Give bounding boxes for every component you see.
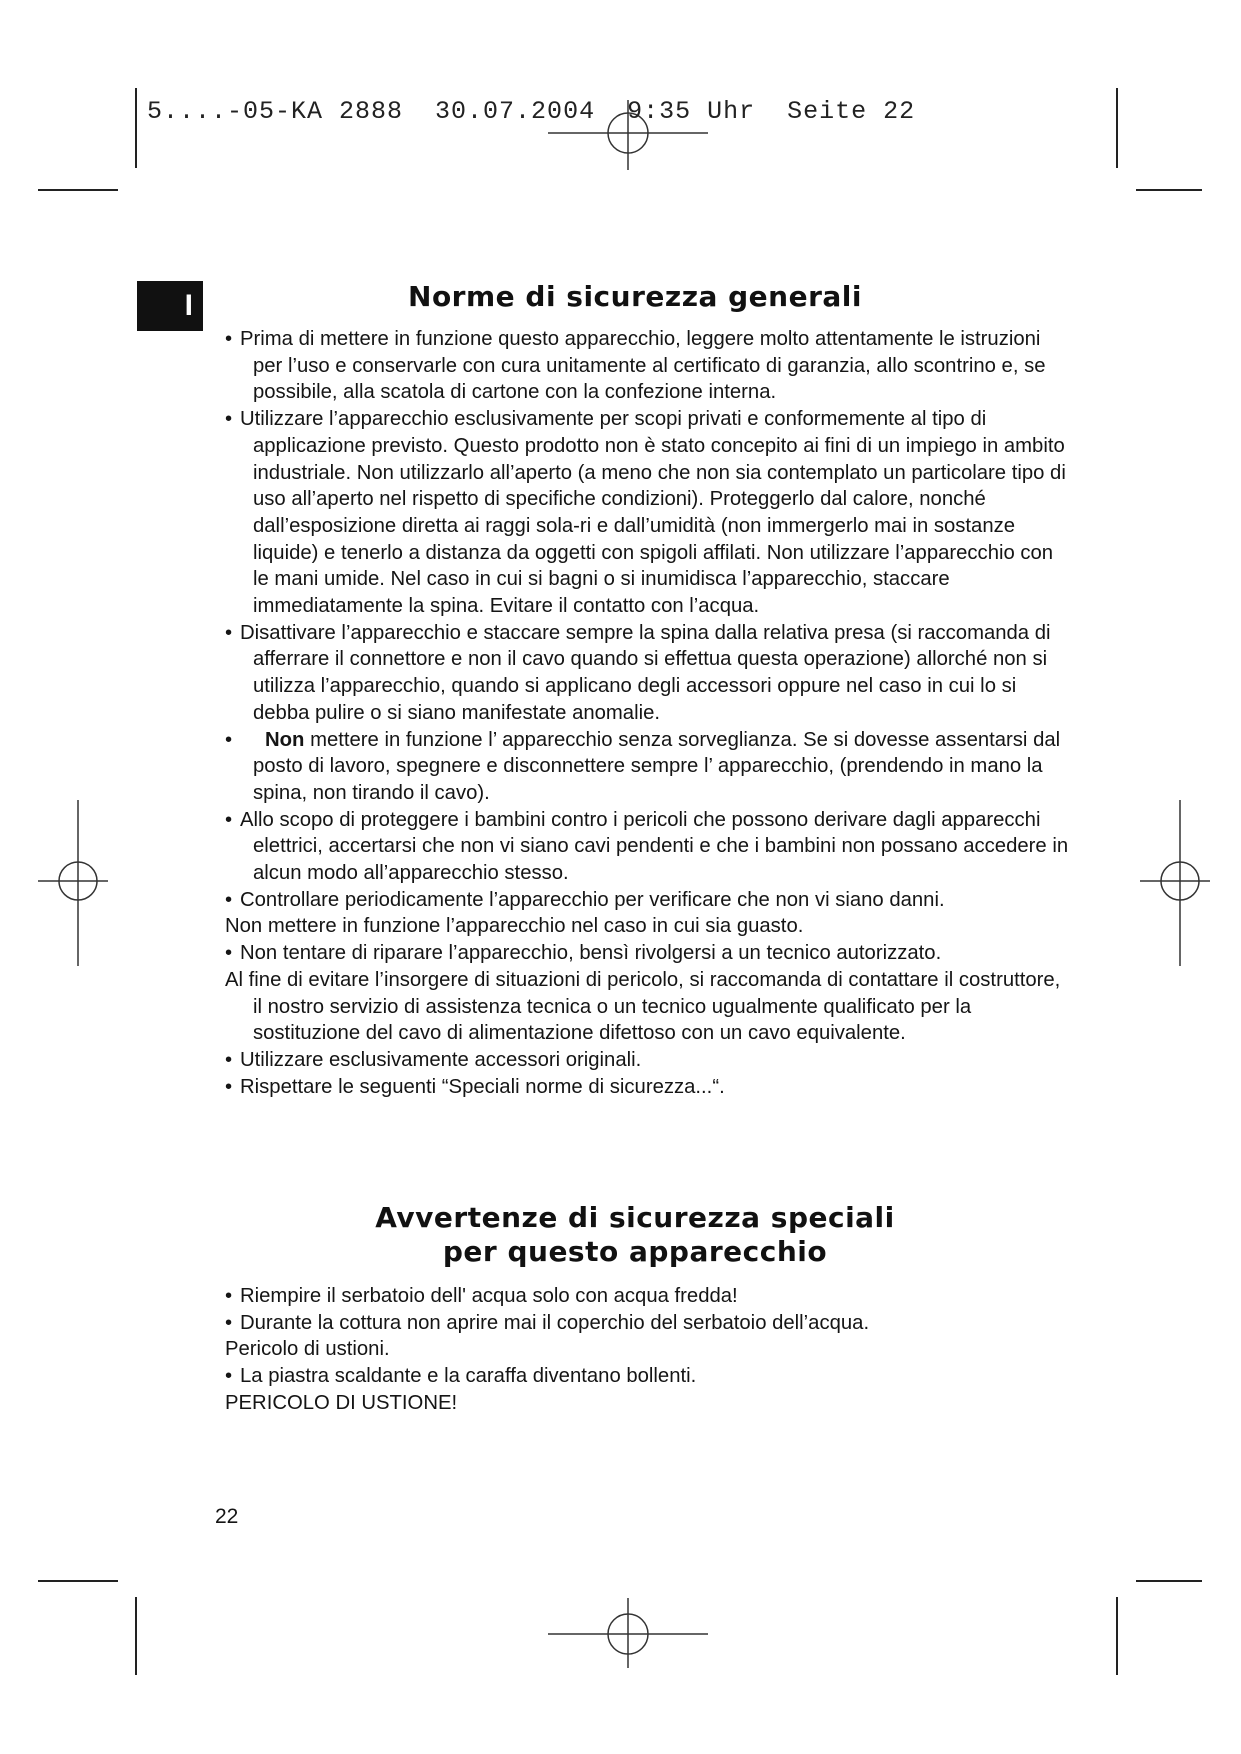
bullet: • [225,1048,233,1071]
registration-mark-left [38,800,108,966]
bullet: • [225,328,233,350]
section-title-general-safety: Norme di sicurezza generali [408,280,862,313]
bullet: • [225,728,233,751]
section-title-special-warnings [220,1201,1050,1269]
crop-mark [1136,1580,1202,1582]
list-item [213,727,1073,807]
print-slug: 5....-05-KA 2888 30.07.2004 9:35 Uhr Seite 22 [147,97,916,126]
bullet: • [225,1365,233,1388]
bullet: • [225,1311,233,1334]
list-item [213,1047,1073,1074]
language-tab-label: I [184,289,193,322]
registration-mark-bottom [548,1598,708,1668]
list-item-text-continued: PERICOLO DI USTIONE! [225,1391,458,1414]
list-item [213,1283,1073,1310]
list-item-text: mettere in funzione l’ apparecchio senza sorveglianza. Se si dovesse assentarsi dal posto di lavoro, spegnere e disconnettere sempre l’ apparecchio, (prendendo in mano la spina, non tirando il cavo). [253,728,1061,804]
section-title-line: Avvertenze di sicurezza speciali [375,1201,895,1234]
registration-mark-right [1140,800,1210,966]
special-warnings-list [213,1283,1073,1417]
crop-mark [38,189,118,191]
list-item-text: Durante la cottura non aprire mai il coperchio del serbatoio dell’acqua. [240,1311,870,1334]
list-item [213,1363,1073,1416]
list-item [213,406,1073,620]
crop-mark [1116,88,1118,168]
list-item [213,1310,1073,1363]
list-item [213,620,1073,727]
list-item-text: Controllare periodicamente l’apparecchio per verificare che non vi siano danni. [240,888,945,911]
bullet: • [225,1285,233,1307]
bullet: • [225,408,233,431]
list-item-text-continued: Al fine di evitare l’insorgere di situazioni di pericolo, si raccomanda di contattare il costruttore, il nostro servizio di assistenza tecnica o un tecnico ugualmente qualificato per la sostituzione del cavo di alimentazione difettoso con un cavo equivalente. [225,968,1061,1045]
bullet: • [225,942,233,965]
list-item-text: Riempire il serbatoio dell' acqua solo con acqua fredda! [240,1285,738,1307]
list-item-text: Rispettare le seguenti “Speciali norme di sicurezza...“. [240,1075,725,1098]
list-item-text-continued: Pericolo di ustioni. [225,1338,390,1361]
language-tab [137,281,203,331]
list-item-text: Utilizzare l’apparecchio esclusivamente per scopi privati e conformemente al tipo di applicazione previsto. Questo prodotto non è stato concepito ai fini di un impiego in ambito industriale. Non utilizzarlo all’aperto (a meno che non sia contemplato un particolare tipo di uso all’aperto nel rispetto di specifiche condizioni). Proteggerlo dal calore, nonché dall’esposizione diretta ai raggi sola-ri e dall’umidità (non immergerlo mai in sostanze liquide) e tenerlo a distanza da oggetti con spigoli affilati. Non utilizzare l’apparecchio con le mani umide. Nel caso in cui si bagni o si inumidisca l’apparecchio, staccare immediatamente la spina. Evitare il contatto con l’acqua. [240,408,1066,618]
crop-mark [1136,189,1202,191]
crop-mark [1116,1597,1118,1675]
bullet: • [225,1075,233,1098]
bullet: • [225,621,233,644]
list-item [213,326,1073,406]
list-item-text: La piastra scaldante e la caraffa diventano bollenti. [240,1365,697,1388]
crop-mark [38,1580,118,1582]
page-number: 22 [215,1505,239,1528]
general-safety-list [213,326,1073,1100]
list-item-text: Disattivare l’apparecchio e staccare sempre la spina dalla relativa presa (si raccomanda di afferrare il connettore e non il cavo quando si effettua questa operazione) allorché non si utilizza l’apparecchio, quando si applicano degli accessori oppure nel caso in cui lo si debba pulire o si siano manifestate anomalie. [240,621,1051,724]
list-item-text: Allo scopo di proteggere i bambini contro i pericoli che possono derivare dagli apparecchi elettrici, accertarsi che non vi siano cavi pendenti e che i bambini non possano accedere in alcun modo all’apparecchio stesso. [240,808,1069,885]
list-item-text: Non tentare di riparare l’apparecchio, bensì rivolgersi a un tecnico autorizzato. [240,942,942,965]
list-item [213,1074,1073,1101]
crop-mark [135,1597,137,1675]
list-item-bold: Non [265,728,305,751]
list-item [213,887,1073,940]
list-item-text: Prima di mettere in funzione questo apparecchio, leggere molto attentamente le istruzioni per l’uso e conservarle con cura unitamente al certificato di garanzia, allo scontrino e, se possibile, alla scatola di cartone con la confezione interna. [240,328,1046,404]
bullet: • [225,888,233,911]
list-item [213,807,1073,887]
list-item [213,940,1073,1047]
list-item-text-continued: Non mettere in funzione l’apparecchio nel caso in cui sia guasto. [225,915,804,938]
crop-mark [135,88,137,168]
list-item-text: Utilizzare esclusivamente accessori originali. [240,1048,642,1071]
bullet: • [225,808,233,831]
section-title-line: per questo apparecchio [442,1235,828,1268]
